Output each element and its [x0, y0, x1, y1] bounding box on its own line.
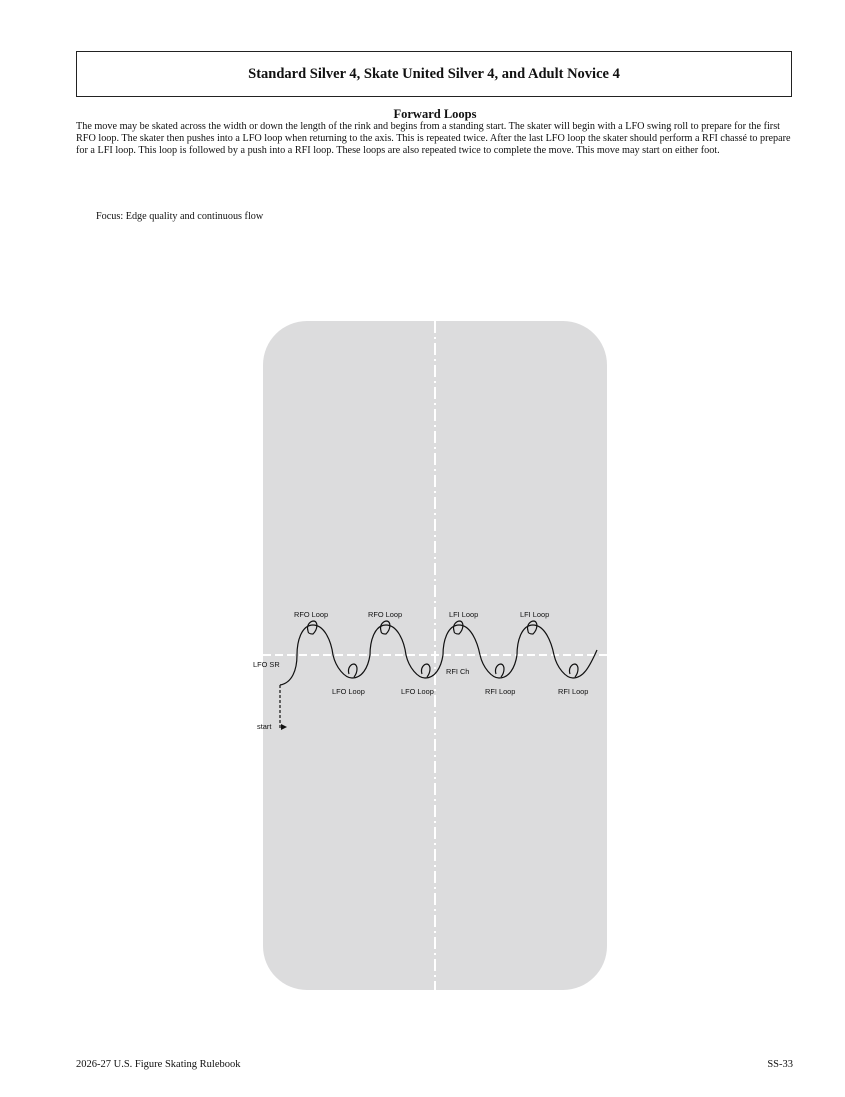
header-title: Standard Silver 4, Skate United Silver 4, and Adult Novice 4: [248, 65, 620, 82]
section-title: Forward Loops: [393, 107, 477, 121]
label-start: start: [257, 722, 272, 731]
label-rfo-loop-2: RFO Loop: [368, 610, 403, 619]
label-lfo-loop-2: LFO Loop: [401, 687, 434, 696]
section-body: The move may be skated across the width or down the length of the rink and begins from a standing start. The skater will begin with a LFO swing roll to prepare for the first RFO loop. The skater then pushes into a LFO loop when returning to the axis. This is repeated twice. After the last LFO loop the skater should perform a RFI chassé to prepare for a LFI loop. This loop is followed by a push into a RFI loop. These loops are also repeated twice to complete the move. This move may start on either foot.: [76, 121, 791, 157]
label-lfo-loop-1: LFO Loop: [332, 687, 365, 696]
page-number: SS-33: [767, 1059, 793, 1070]
label-rfi-ch: RFI Ch: [446, 667, 470, 676]
label-lfi-loop-2: LFI Loop: [520, 610, 550, 619]
focus-text: Focus: Edge quality and continuous flow: [96, 211, 264, 222]
label-lfo-sr: LFO SR: [253, 660, 280, 669]
label-rfi-loop-1: RFI Loop: [485, 687, 516, 696]
label-lfi-loop-1: LFI Loop: [449, 610, 479, 619]
footer-source: 2026-27 U.S. Figure Skating Rulebook: [76, 1059, 241, 1070]
label-rfi-loop-2: RFI Loop: [558, 687, 589, 696]
label-rfo-loop-1: RFO Loop: [294, 610, 329, 619]
